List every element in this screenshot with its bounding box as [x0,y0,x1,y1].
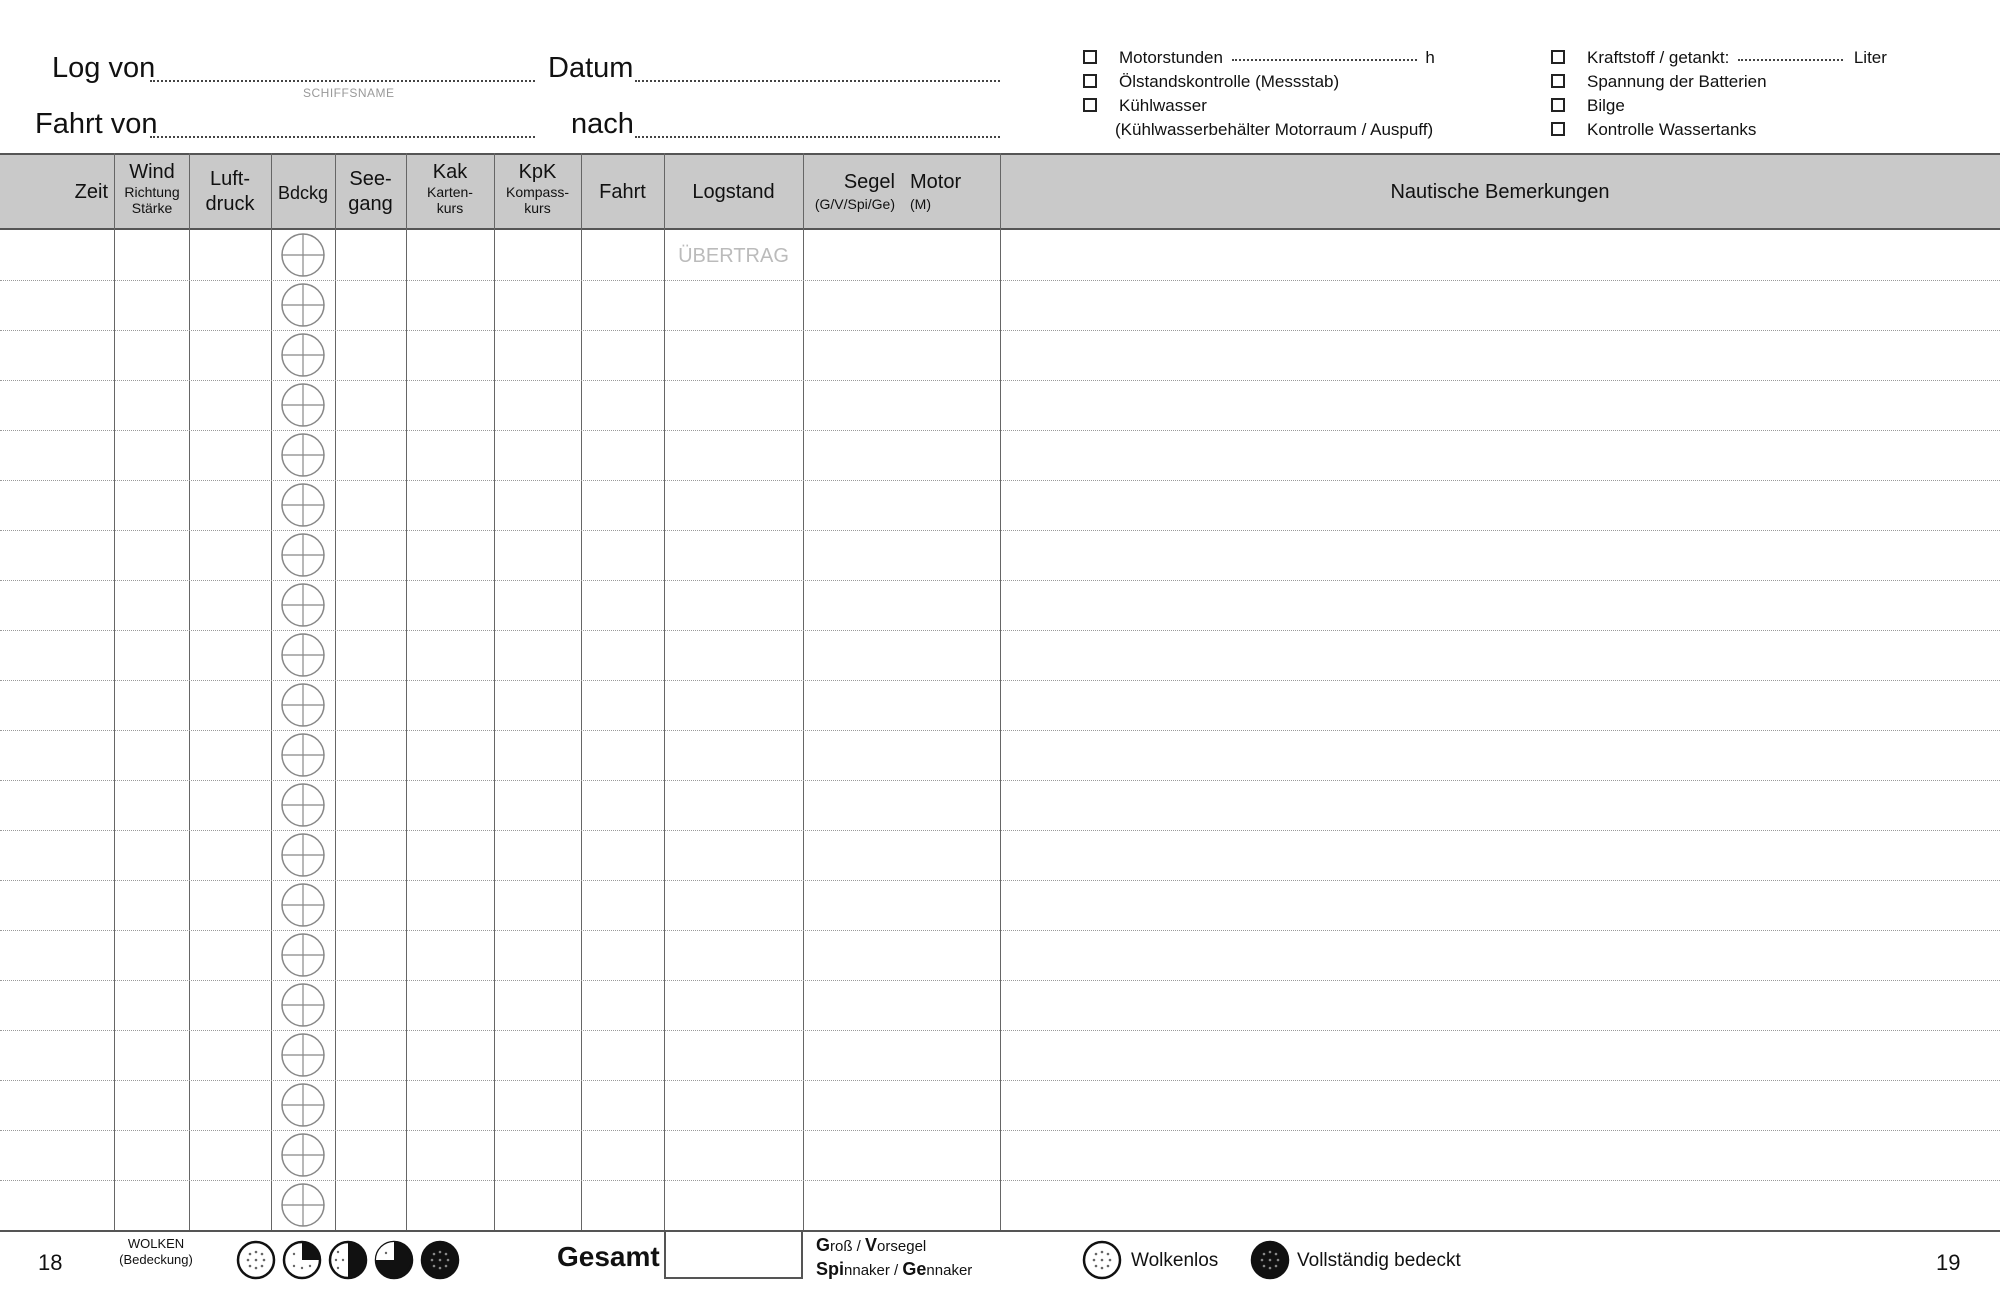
vollstaendig-bedeckt-icon [1248,1238,1292,1282]
row-divider [0,1180,2000,1181]
ship-name-field[interactable] [150,80,535,82]
cloud-cover-circle-icon[interactable] [280,832,326,878]
cloud-cover-circle-icon[interactable] [280,1082,326,1128]
column-divider [494,153,495,1230]
col-bdckg: Bdckg [277,183,329,203]
nach-label: nach [571,108,634,140]
cloud-cover-circle-icon[interactable] [280,232,326,278]
cloud-cover-three-quarter-icon [376,1242,412,1278]
row-divider [0,880,2000,881]
row-divider [0,630,2000,631]
kuehlwasser-note: (Kühlwasserbehälter Motorraum / Auspuff) [1115,120,1434,139]
destination-field[interactable] [635,136,1000,138]
cloud-cover-circle-icon[interactable] [280,432,326,478]
date-field[interactable] [635,80,1000,82]
col-fahrt: Fahrt [599,181,646,203]
row-divider [0,1130,2000,1131]
checkbox-icon[interactable] [1551,74,1565,88]
check-bilge[interactable]: Bilge [1551,97,1625,114]
column-divider [335,153,336,1230]
row-divider [0,380,2000,381]
checkbox-icon[interactable] [1083,98,1097,112]
cloud-cover-circle-icon[interactable] [280,382,326,428]
row-divider [0,730,2000,731]
gesamt-label: Gesamt [557,1241,660,1272]
cloud-cover-circle-icon[interactable] [280,882,326,928]
cloud-cover-circle-icon[interactable] [280,632,326,678]
wolkenlos-icon [1080,1238,1124,1282]
cloud-cover-0-icon [238,1242,274,1278]
col-luftdruck: Luft- druck [205,168,255,215]
cloud-cover-circle-icon[interactable] [280,1132,326,1178]
column-divider [114,153,115,1230]
departure-field[interactable] [150,136,535,138]
cloud-cover-circle-icon[interactable] [280,782,326,828]
col-zeit: Zeit [74,181,108,203]
cloud-cover-circle-icon[interactable] [280,682,326,728]
log-von-label: Log von [52,52,156,84]
row-divider [0,680,2000,681]
uebertrag-label: ÜBERTRAG [678,245,789,267]
check-wassertanks[interactable]: Kontrolle Wassertanks [1551,121,1756,138]
cloud-cover-quarter-icon [284,1242,320,1278]
col-bemerkungen: Nautische Bemerkungen [1390,181,1610,203]
footer [0,1230,2000,1312]
row-divider [0,1080,2000,1081]
cloud-cover-circle-icon[interactable] [280,582,326,628]
cloud-cover-circle-icon[interactable] [280,932,326,978]
row-divider [0,330,2000,331]
cloud-cover-circle-icon[interactable] [280,332,326,378]
column-divider [406,153,407,1230]
row-divider [0,280,2000,281]
checkbox-icon[interactable] [1551,98,1565,112]
col-segel: Segel (G/V/Spi/Ge) [814,171,895,212]
cloud-cover-circle-icon[interactable] [280,1182,326,1228]
row-divider [0,980,2000,981]
page-number-left: 18 [38,1250,63,1275]
column-divider [803,153,804,1230]
checkbox-icon[interactable] [1083,74,1097,88]
check-motorstunden[interactable]: Motorstunden h [1083,49,1435,66]
row-divider [0,830,2000,831]
row-divider [0,430,2000,431]
cloud-cover-half-icon [330,1242,366,1278]
check-oelstand[interactable]: Ölstandskontrolle (Messstab) [1083,73,1339,90]
datum-label: Datum [548,52,634,84]
wolken-legend-label: WOLKEN (Bedeckung) [119,1236,193,1267]
cloud-cover-circle-icon[interactable] [280,282,326,328]
cloud-cover-scale [234,1238,464,1282]
col-wind: Wind Richtung Stärke [124,161,180,216]
col-logstand: Logstand [692,181,775,203]
check-batterien[interactable]: Spannung der Batterien [1551,73,1767,90]
column-divider [271,153,272,1230]
cloud-cover-circle-icon[interactable] [280,532,326,578]
check-kraftstoff[interactable]: Kraftstoff / getankt: Liter [1551,49,1887,66]
col-seegang: See- gang [348,168,393,215]
cloud-cover-circle-icon[interactable] [280,982,326,1028]
ship-name-caption: SCHIFFSNAME [303,86,395,100]
bedeckt-label: Vollständig bedeckt [1297,1250,1461,1271]
checkbox-icon[interactable] [1551,50,1565,64]
cloud-cover-full-icon [422,1242,458,1278]
checkbox-icon[interactable] [1083,50,1097,64]
checkbox-icon[interactable] [1551,122,1565,136]
row-divider [0,580,2000,581]
row-divider [0,530,2000,531]
check-kuehlwasser[interactable]: Kühlwasser [1083,97,1207,114]
cloud-cover-circle-icon[interactable] [280,1032,326,1078]
row-divider [0,930,2000,931]
column-divider [189,153,190,1230]
gesamt-total-box[interactable] [664,1230,803,1279]
sail-legend: Groß / Vorsegel Spinnaker / Gennaker [816,1235,973,1279]
col-motor: Motor (M) [910,171,962,212]
column-divider [581,153,582,1230]
column-divider [664,153,665,1230]
col-kak: Kak Karten- kurs [427,161,473,216]
row-divider [0,780,2000,781]
fahrt-von-label: Fahrt von [35,108,158,140]
row-divider [0,480,2000,481]
row-divider [0,1030,2000,1031]
wolkenlos-label: Wolkenlos [1131,1250,1219,1271]
cloud-cover-circle-icon[interactable] [280,732,326,778]
cloud-cover-circle-icon[interactable] [280,482,326,528]
page-number-right: 19 [1936,1250,1961,1275]
col-kpk: KpK Kompass- kurs [505,161,570,216]
column-divider [1000,153,1001,1230]
